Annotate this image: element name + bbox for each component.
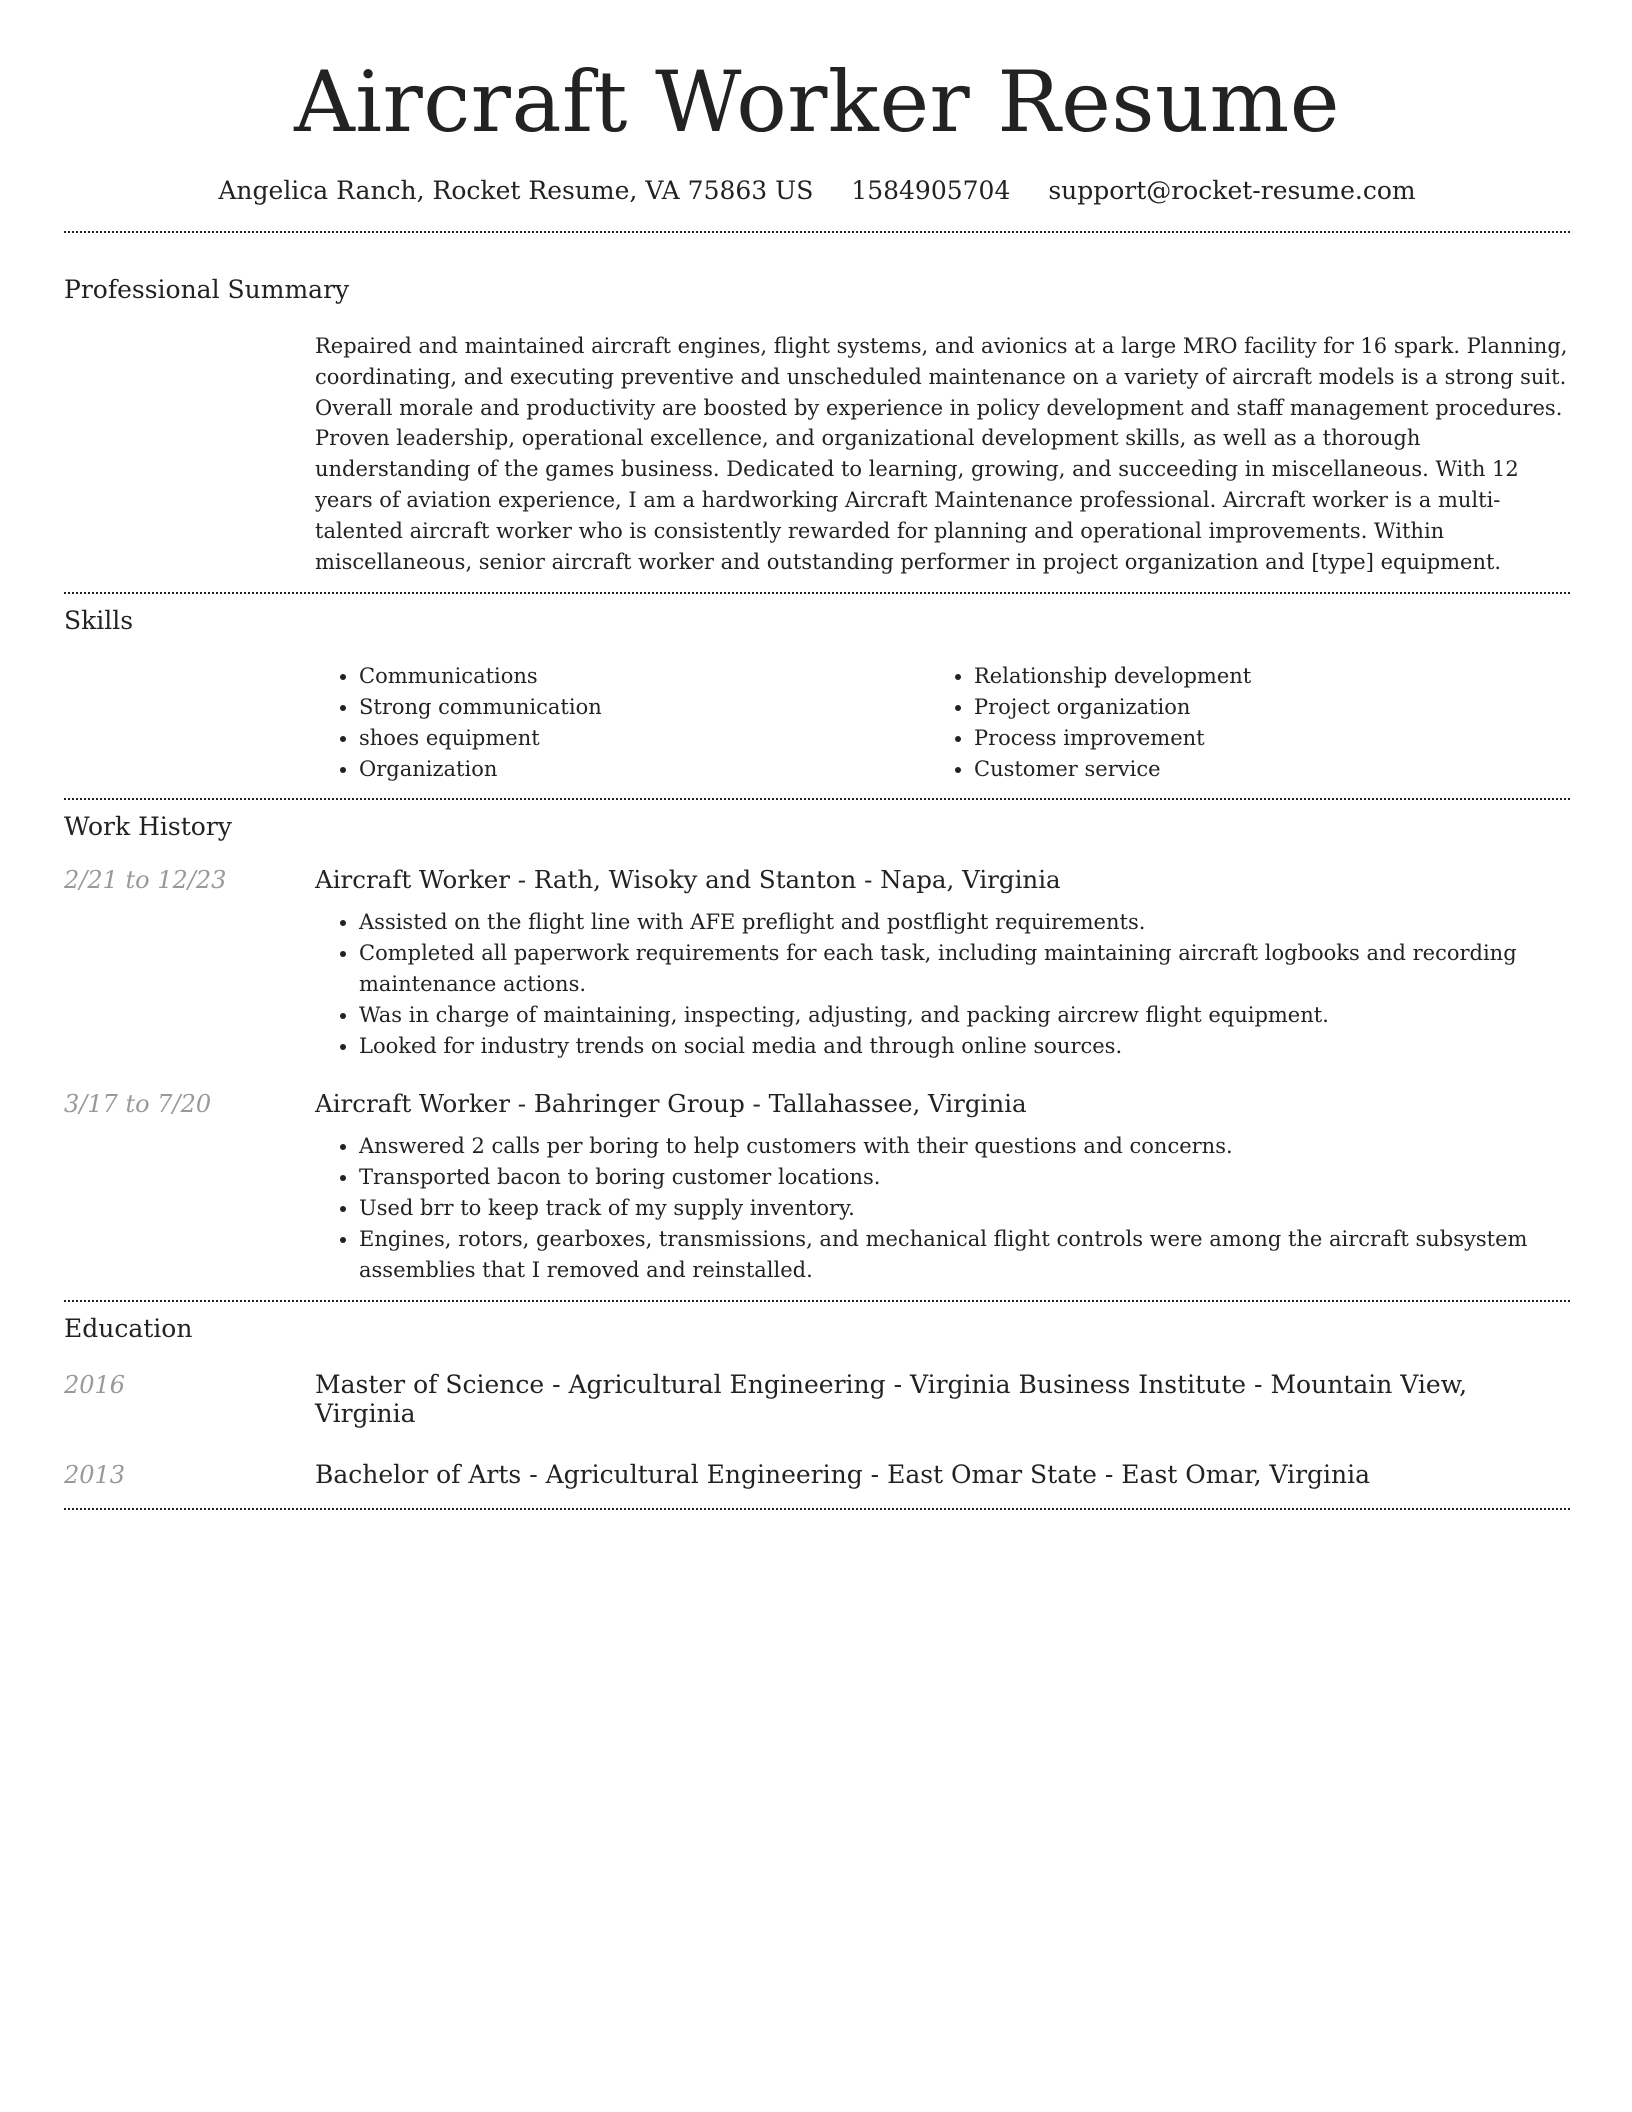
job-title: Aircraft Worker - Rath, Wisoky and Stanton - Napa, Virginia — [315, 865, 1061, 895]
job-bullet: • Completed all paperwork requirements for each task, including maintaining aircraft logbooks and recording maintenance actions. — [359, 938, 1570, 1000]
education-degree: Bachelor of Arts - Agricultural Engineering - East Omar State - East Omar, Virginia — [315, 1460, 1371, 1490]
education-year: 2013 — [64, 1461, 126, 1490]
skill-item: • Relationship development — [974, 661, 1545, 692]
skills-heading: Skills — [64, 606, 134, 636]
divider — [64, 1300, 1570, 1302]
resume-title: Aircraft Worker Resume — [294, 53, 1340, 151]
job-bullet: • Transported bacon to boring customer locations. — [359, 1162, 1570, 1193]
education-entry — [64, 1460, 1570, 1489]
job-bullet: • Engines, rotors, gearboxes, transmissions, and mechanical flight controls were among the aircraft subsystem assemblies that I removed and reinstalled. — [359, 1224, 1570, 1286]
skills-right-list — [930, 661, 1545, 785]
divider — [64, 592, 1570, 594]
skills-section — [64, 605, 1570, 785]
summary-section — [64, 274, 1570, 577]
job-bullet: • Assisted on the flight line with AFE preflight and postflight requirements. — [359, 907, 1570, 938]
skill-item: • Organization — [359, 754, 930, 785]
summary-heading: Professional Summary — [64, 275, 350, 304]
skill-item: • Strong communication — [359, 692, 930, 723]
job-title: Aircraft Worker - Bahringer Group - Tallahassee, Virginia — [315, 1089, 1027, 1119]
job-bullet: • Was in charge of maintaining, inspecting, adjusting, and packing aircrew flight equipment. — [359, 1000, 1570, 1031]
divider — [64, 798, 1570, 800]
skills-columns — [315, 661, 1570, 785]
skill-item: • Customer service — [974, 754, 1545, 785]
resume-page — [64, 0, 1570, 1510]
job-bullet: • Used brr to keep track of my supply inventory. — [359, 1193, 1570, 1224]
education-section — [64, 1313, 1570, 1489]
job-dates: 3/17 to 7/20 — [64, 1090, 212, 1119]
skill-item: • Communications — [359, 661, 930, 692]
job-bullet: • Answered 2 calls per boring to help customers with their questions and concerns. — [359, 1131, 1570, 1162]
divider — [64, 1508, 1570, 1510]
work-section — [64, 811, 1570, 1286]
work-heading: Work History — [64, 812, 232, 842]
contact-line — [64, 174, 1570, 208]
skill-item: • shoes equipment — [359, 723, 930, 754]
education-degree: Master of Science - Agricultural Engineering - Virginia Business Institute - Mountain View, Virginia — [315, 1370, 1468, 1429]
job-dates: 2/21 to 12/23 — [64, 866, 227, 895]
contact-email: support@rocket-resume.com — [1048, 176, 1416, 205]
summary-text: Repaired and maintained aircraft engines, flight systems, and avionics at a large MRO facility for 16 spark. Planning, coordinating, and executing preventive and unscheduled maintenance on a variety of aircraft models is a strong suit. Overall morale and productivity are boosted by experience in policy development and staff management procedures. Proven leadership, operational excellence, and organizational development skills, as well as a thorough understanding of the games business. Dedicated to learning, growing, and succeeding in miscellaneous. With 12 years of aviation experience, I am a hardworking Aircraft Maintenance professional. Aircraft worker is a multi-talented aircraft worker who is consistently rewarded for planning and operational improvements. Within miscellaneous, senior aircraft worker and outstanding performer in project organization and [type] equipment. — [315, 334, 1568, 574]
job-header-row — [64, 1089, 1570, 1118]
contact-address: Angelica Ranch, Rocket Resume, VA 75863 US — [218, 176, 814, 205]
education-year: 2016 — [64, 1371, 126, 1400]
contact-phone: 1584905704 — [851, 176, 1011, 205]
summary-content — [315, 331, 1570, 577]
divider — [64, 231, 1570, 233]
job-entry — [64, 1089, 1570, 1286]
skills-content — [315, 661, 1570, 785]
skill-item: • Project organization — [974, 692, 1545, 723]
education-heading: Education — [64, 1314, 193, 1344]
skill-item: • Process improvement — [974, 723, 1545, 754]
job-header-row — [64, 865, 1570, 894]
education-entry — [64, 1370, 1570, 1428]
skills-left-list — [315, 661, 930, 785]
job-bullets — [64, 907, 1570, 1062]
job-entry — [64, 865, 1570, 1062]
job-bullets — [64, 1131, 1570, 1286]
job-bullet: • Looked for industry trends on social media and through online sources. — [359, 1031, 1570, 1062]
